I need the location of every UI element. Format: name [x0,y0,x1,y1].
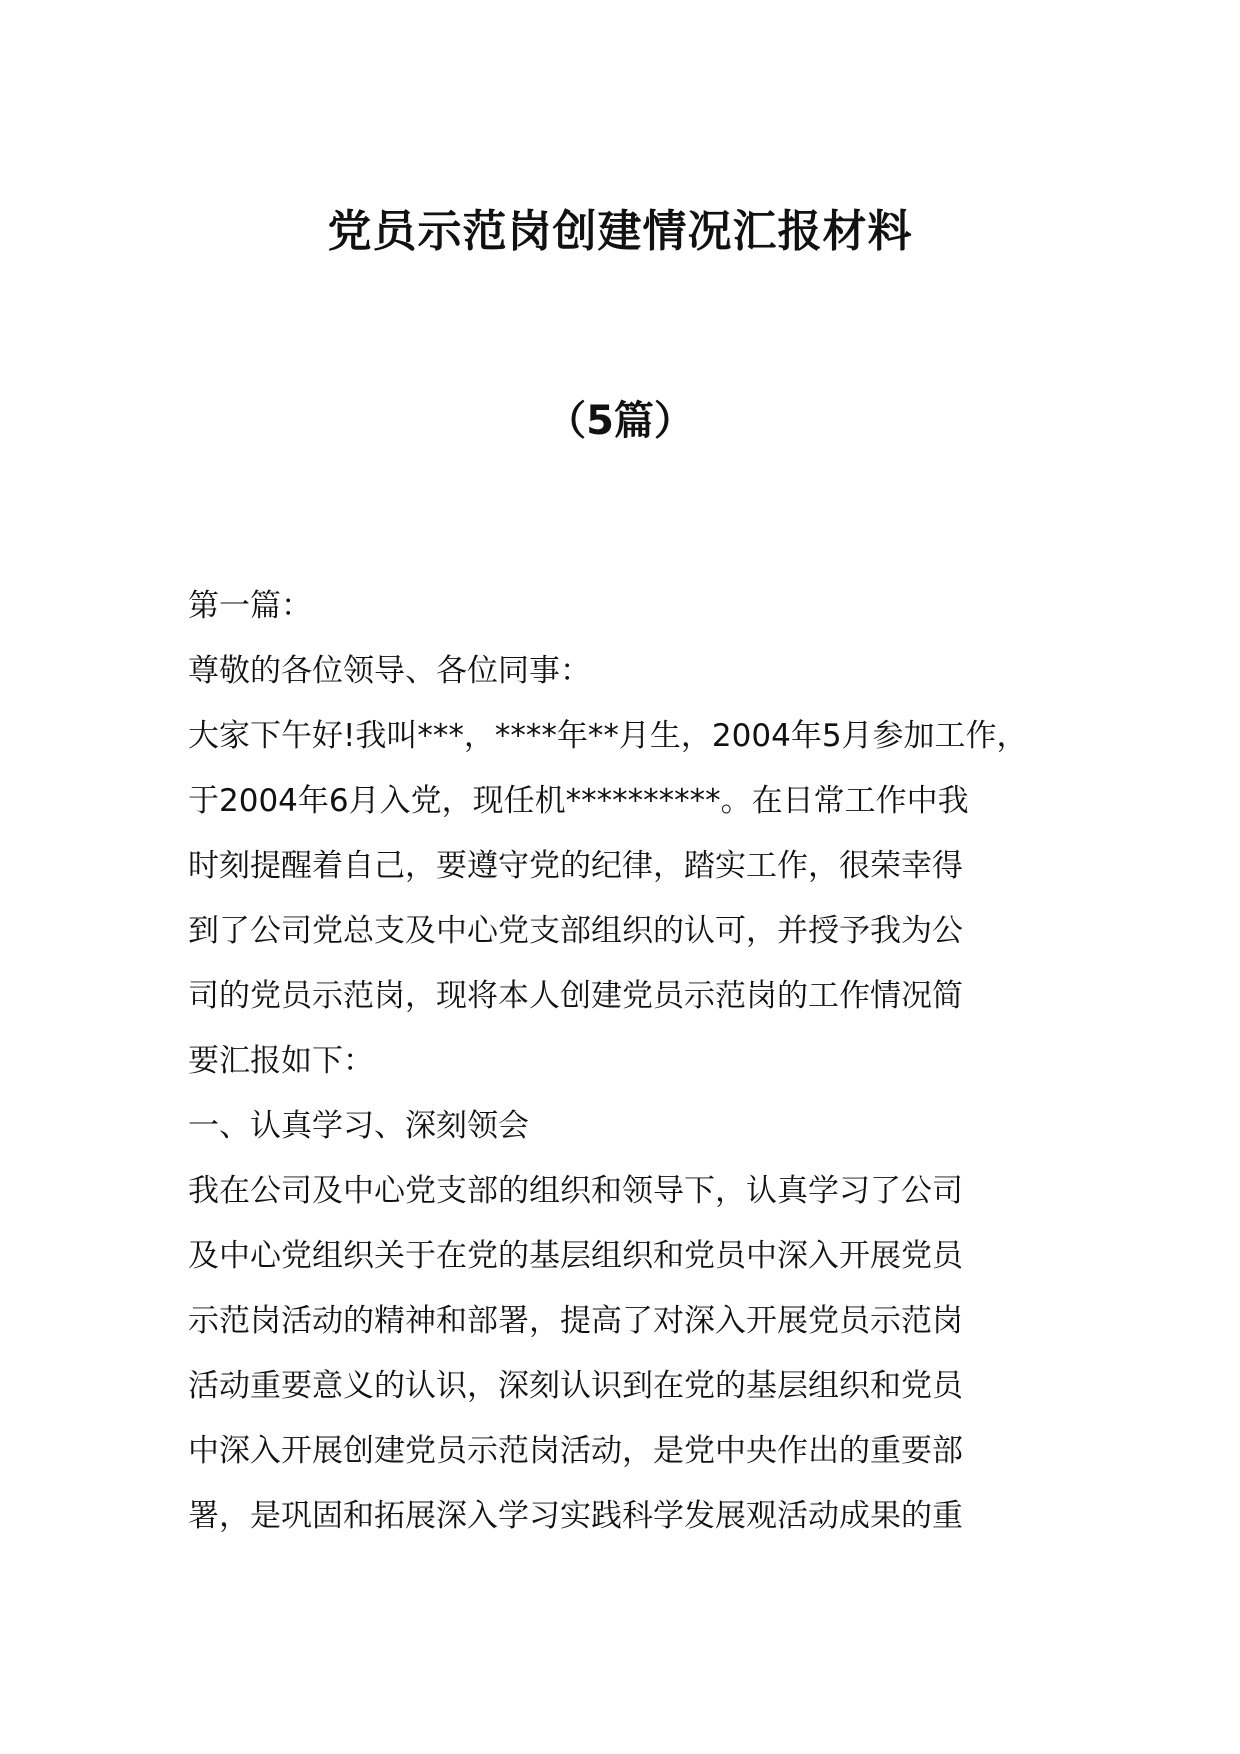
intro-line: 时刻提醒着自己，要遵守党的纪律，踏实工作，很荣幸得 [188,848,963,884]
document-body [188,574,1078,1549]
intro-line: 于2004年6月入党，现任机**********。在日常工作中我 [188,783,969,819]
intro-line: 大家下午好!我叫***，****年**月生，2004年5月参加工作， [188,718,1028,754]
intro-line: 到了公司党总支及中心党支部组织的认可，并授予我为公 [188,913,963,949]
salutation: 尊敬的各位领导、各位同事： [188,653,591,689]
paragraph-line: 中深入开展创建党员示范岗活动，是党中央作出的重要部 [188,1433,963,1469]
section-heading: 一、认真学习、深刻领会 [188,1108,529,1144]
paragraph-line: 及中心党组织关于在党的基层组织和党员中深入开展党员 [188,1238,963,1274]
intro-line: 司的党员示范岗，现将本人创建党员示范岗的工作情况简 [188,978,963,1014]
paragraph-line: 署，是巩固和拓展深入学习实践科学发展观活动成果的重 [188,1498,963,1534]
paragraph-line: 我在公司及中心党支部的组织和领导下，认真学习了公司 [188,1173,963,1209]
document-title: 党员示范岗创建情况汇报材料 [327,206,913,257]
paragraph-line: 活动重要意义的认识，深刻认识到在党的基层组织和党员 [188,1368,963,1404]
section-label: 第一篇： [188,588,312,624]
paragraph-line: 示范岗活动的精神和部署，提高了对深入开展党员示范岗 [188,1303,963,1339]
intro-line: 要汇报如下： [188,1043,374,1079]
document-subtitle: （5篇） [546,398,694,444]
